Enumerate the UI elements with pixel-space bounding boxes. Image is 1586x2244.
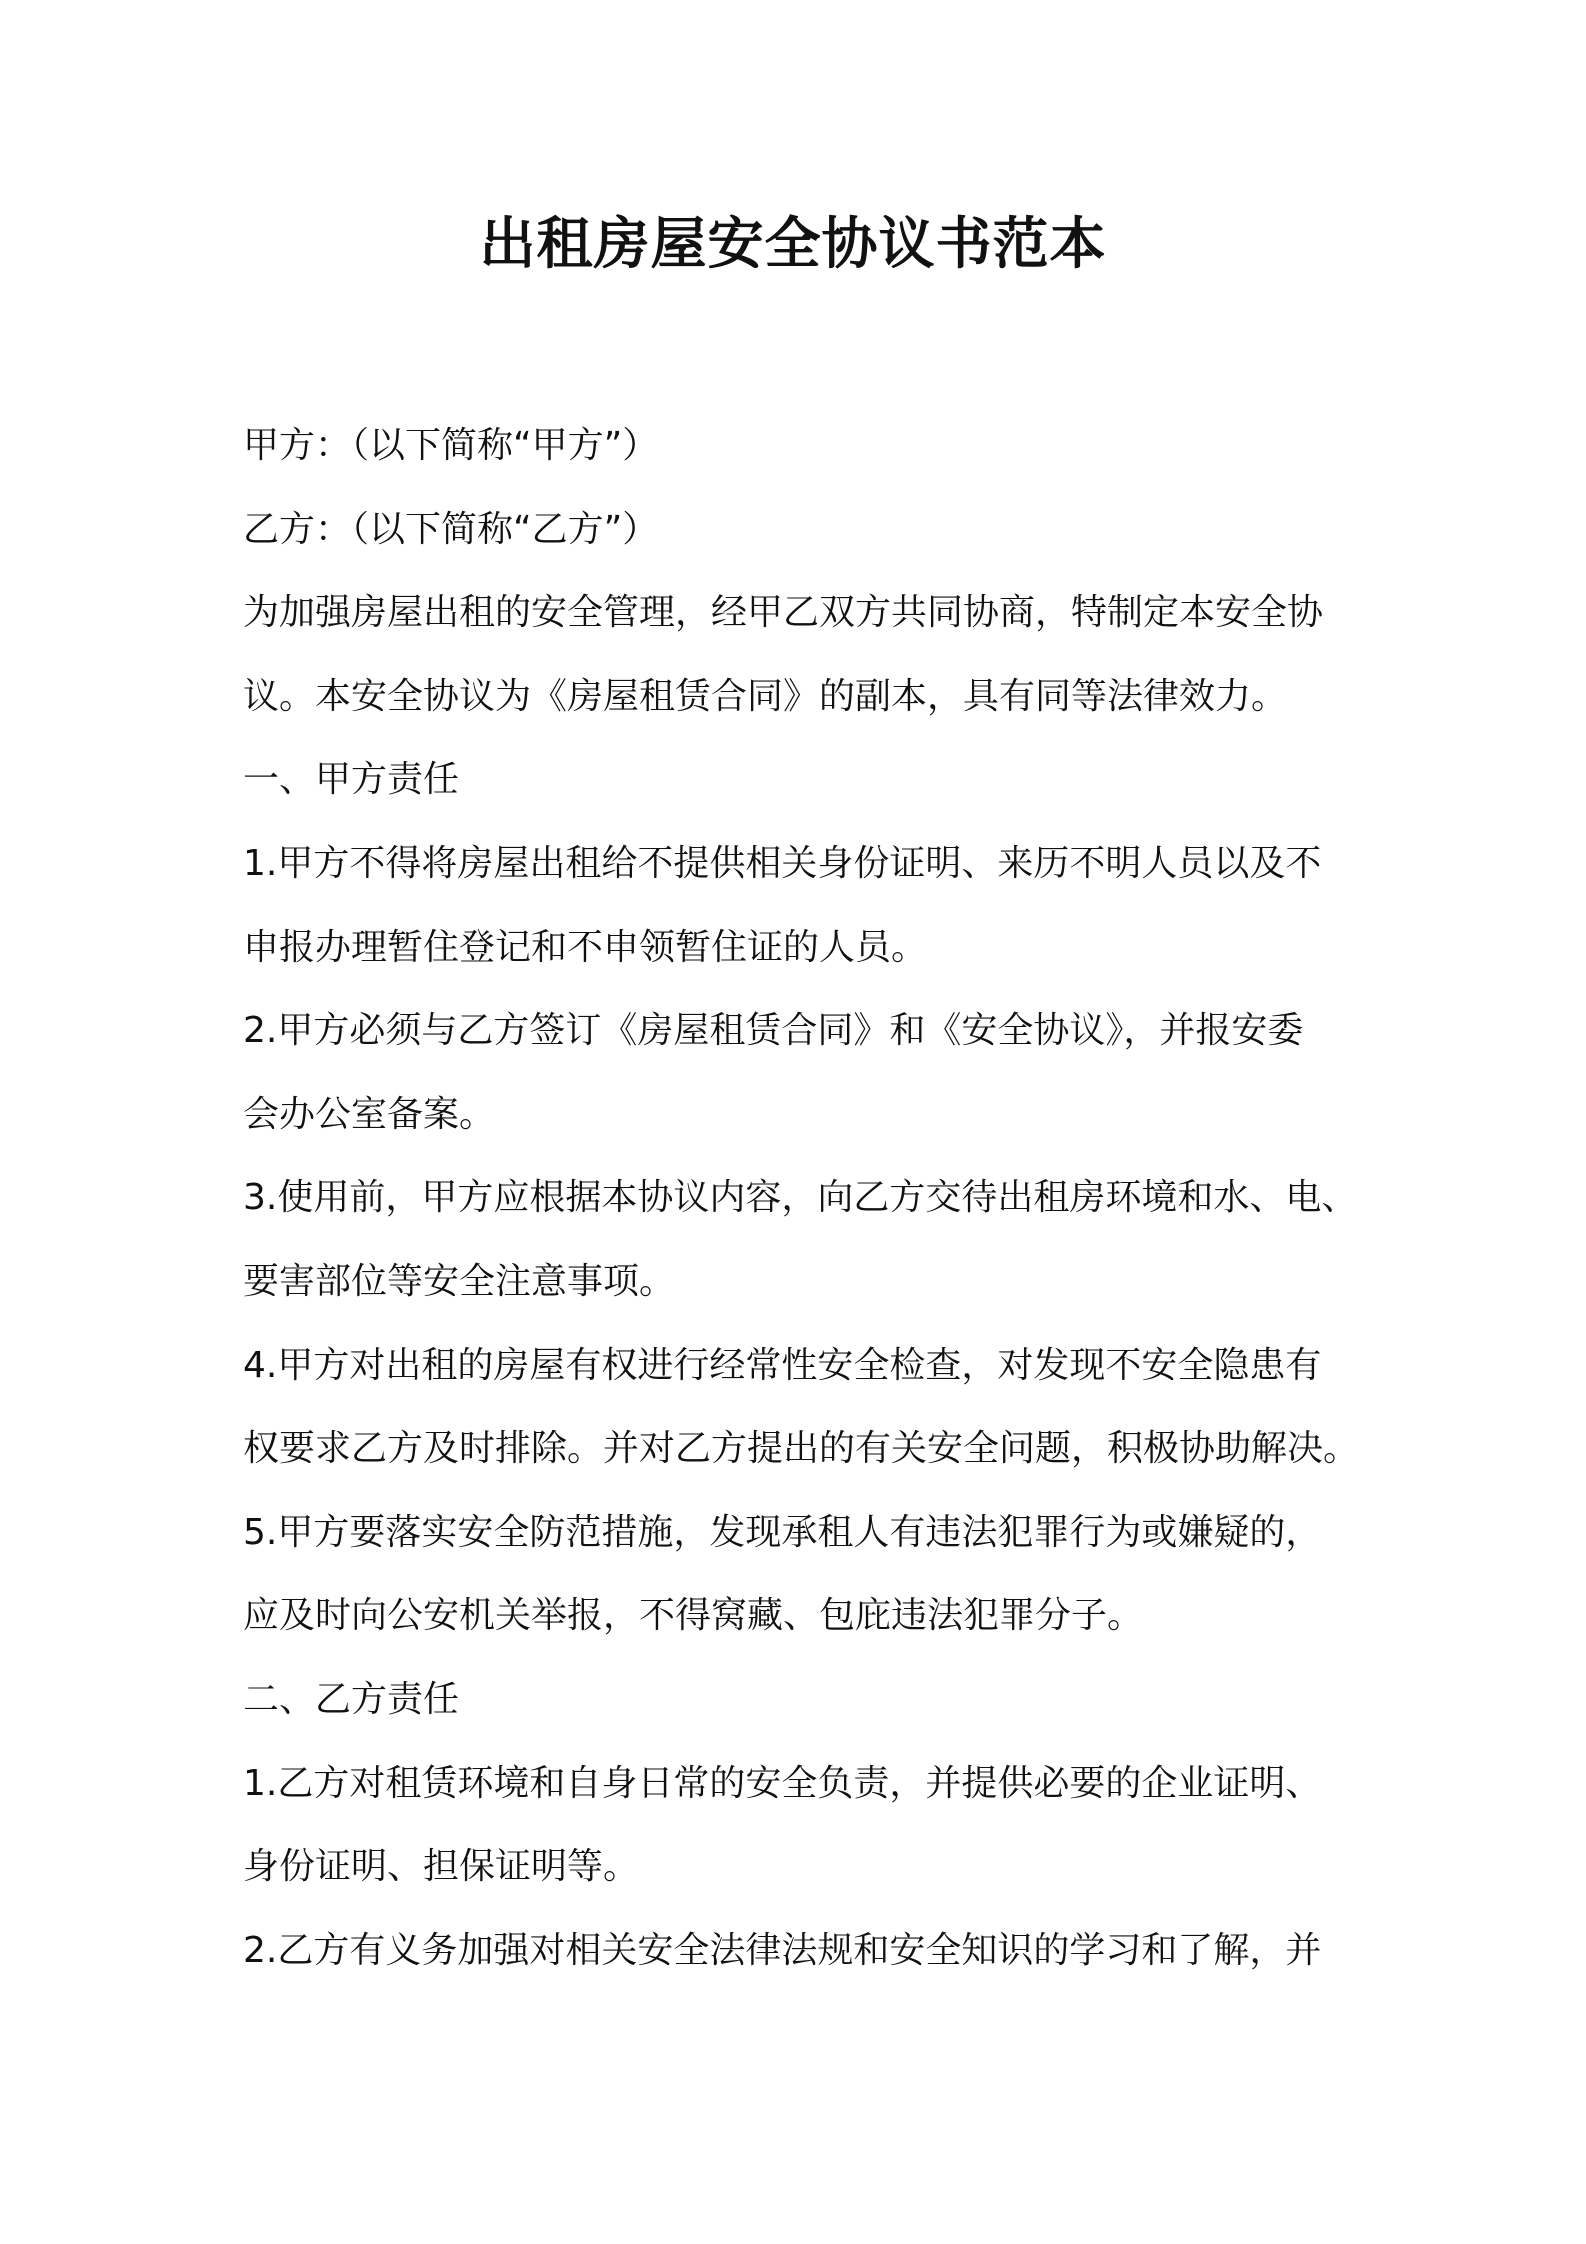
text-line: 议。本安全协议为《房屋租赁合同》的副本，具有同等法律效力。	[243, 675, 1288, 717]
text-line: 要害部位等安全注意事项。	[243, 1260, 676, 1302]
text-line: 身份证明、担保证明等。	[243, 1846, 640, 1888]
text-line: 2.甲方必须与乙方签订《房屋租赁合同》和《安全协议》，并报安委	[243, 1010, 1304, 1052]
text-line: 权要求乙方及时排除。并对乙方提出的有关安全问题，积极协助解决。	[243, 1428, 1359, 1470]
text-line: 1.甲方不得将房屋出租给不提供相关身份证明、来历不明人员以及不	[243, 842, 1322, 884]
text-line: 4.甲方对出租的房屋有权进行经常性安全检查，对发现不安全隐患有	[243, 1344, 1322, 1386]
text-line: 3.使用前，甲方应根据本协议内容，向乙方交待出租房环境和水、电、	[243, 1177, 1358, 1219]
text-line: 会办公室备案。	[243, 1093, 496, 1135]
text-line: 1.乙方对租赁环境和自身日常的安全负责，并提供必要的企业证明、	[243, 1762, 1322, 1804]
text-line: 应及时向公安机关举报，不得窝藏、包庇违法犯罪分子。	[243, 1595, 1144, 1637]
text-line: 乙方：（以下简称“乙方”）	[243, 508, 659, 550]
document-body	[243, 404, 1359, 1992]
text-line: 2.乙方有义务加强对相关安全法律法规和安全知识的学习和了解，并	[243, 1929, 1322, 1971]
document-title: 出租房屋安全协议书范本	[479, 212, 1107, 277]
text-line: 申报办理暂住登记和不申领暂住证的人员。	[243, 926, 928, 968]
text-line: 为加强房屋出租的安全管理，经甲乙双方共同协商，特制定本安全协	[243, 592, 1324, 634]
text-line: 5.甲方要落实安全防范措施，发现承租人有违法犯罪行为或嫌疑的，	[243, 1511, 1322, 1553]
section-heading: 一、甲方责任	[243, 759, 460, 801]
text-line: 甲方：（以下简称“甲方”）	[243, 425, 659, 466]
section-heading: 二、乙方责任	[243, 1678, 460, 1720]
